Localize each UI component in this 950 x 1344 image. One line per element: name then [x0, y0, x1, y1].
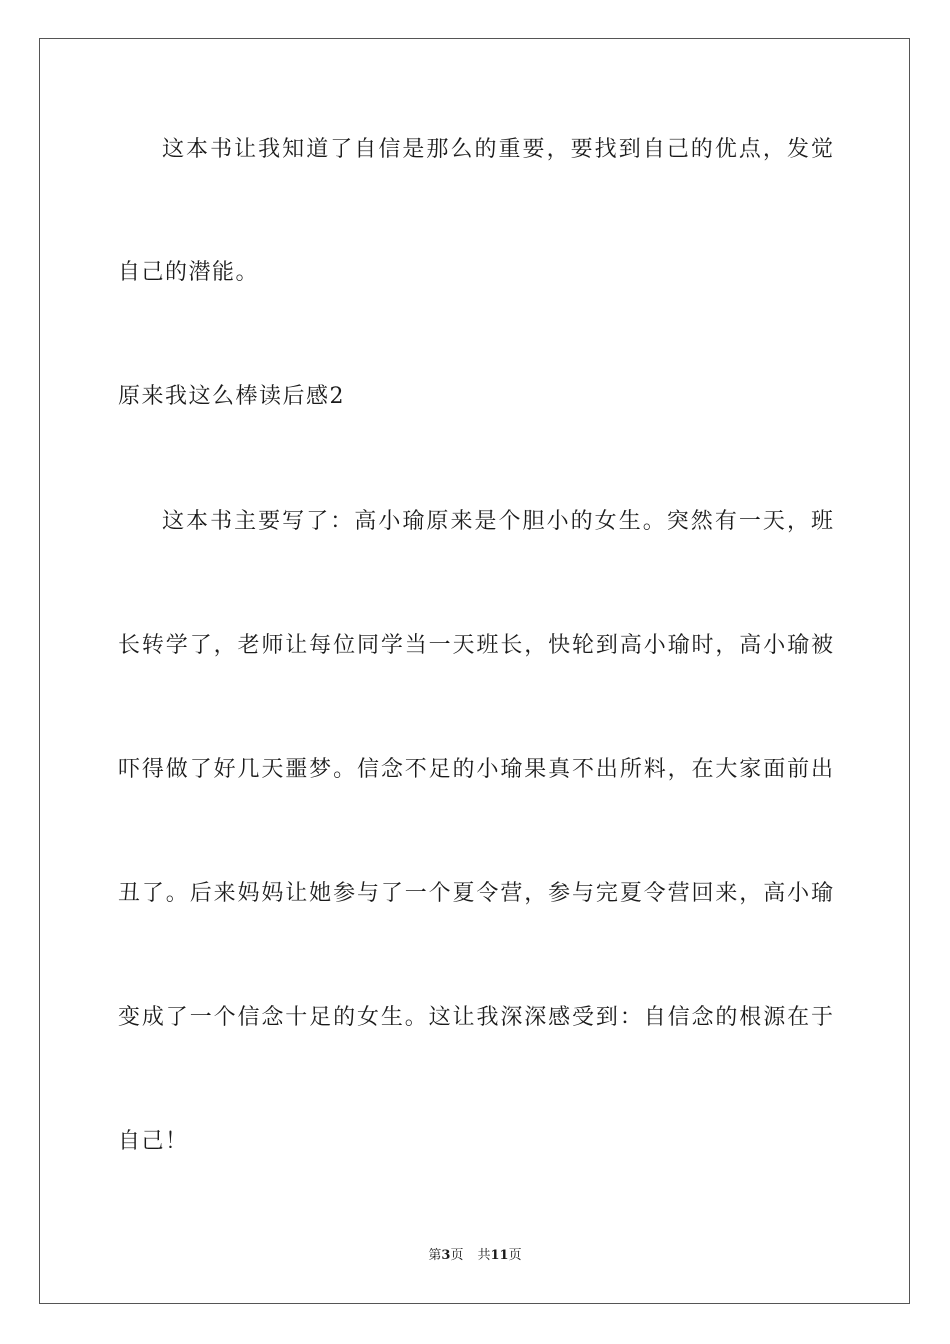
total-prefix: 共	[477, 1248, 491, 1263]
total-pages: 11	[490, 1248, 509, 1263]
paragraph-1-line-1: 这本书让我知道了自信是那么的重要，要找到自己的优点，发觉	[162, 137, 833, 162]
paragraph-1-line-2: 自己的潜能。	[118, 260, 260, 285]
page-border	[39, 38, 910, 1304]
paragraph-2-line-1: 这本书主要写了：高小瑜原来是个胆小的女生。突然有一天，班	[162, 509, 833, 534]
paragraph-2-line-4: 丑了。后来妈妈让她参与了一个夏令营，参与完夏令营回来，高小瑜	[118, 881, 833, 906]
paragraph-2-line-6: 自己！	[118, 1129, 189, 1154]
page-prefix: 第	[428, 1248, 442, 1263]
paragraph-2-line-3: 吓得做了好几天噩梦。信念不足的小瑜果真不出所料，在大家面前出	[118, 757, 833, 782]
paragraph-2-line-5: 变成了一个信念十足的女生。这让我深深感受到：自信念的根源在于	[118, 1005, 833, 1030]
page-suffix: 页	[450, 1248, 464, 1263]
section-heading: 原来我这么棒读后感2	[118, 384, 345, 409]
total-suffix: 页	[508, 1248, 522, 1263]
page-footer	[0, 1248, 950, 1264]
paragraph-2-line-2: 长转学了，老师让每位同学当一天班长，快轮到高小瑜时，高小瑜被	[118, 633, 833, 658]
page-number: 3	[441, 1248, 451, 1263]
